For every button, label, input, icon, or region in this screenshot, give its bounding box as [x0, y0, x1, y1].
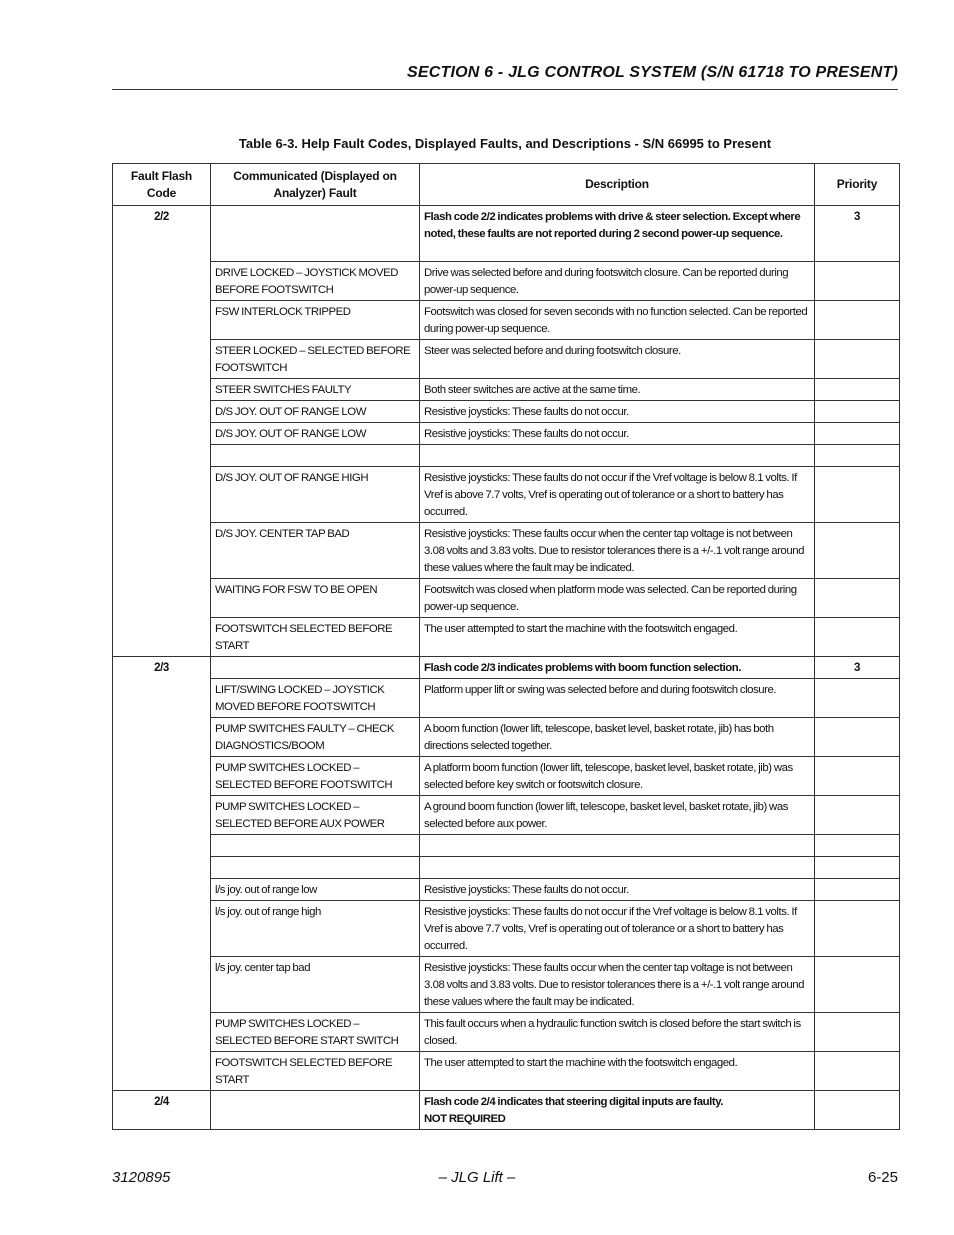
fault-name-cell — [211, 718, 420, 757]
fault-priority — [815, 796, 899, 799]
fault-description: The user attempted to start the machine with the footswitch engaged. — [424, 1057, 738, 1069]
fault-name — [211, 206, 419, 209]
fault-priority — [815, 423, 899, 426]
fault-name: D/S JOY. CENTER TAP BAD — [215, 528, 350, 540]
table-row — [113, 1052, 900, 1091]
fault-priority-cell — [815, 618, 900, 657]
fault-priority-cell — [815, 1091, 900, 1130]
fault-name-cell — [211, 618, 420, 657]
fault-name: DRIVE LOCKED – JOYSTICK MOVED BEFORE FOOTSWITCH — [215, 267, 399, 296]
fault-name: STEER SWITCHES FAULTY — [215, 384, 352, 396]
fault-name: l/s joy. out of range low — [215, 884, 317, 896]
fault-description-cell — [420, 379, 815, 401]
fault-description-cell — [420, 718, 815, 757]
fault-name — [211, 835, 419, 838]
fault-name: D/S JOY. OUT OF RANGE LOW — [215, 428, 367, 440]
table-row — [113, 957, 900, 1013]
fault-priority — [815, 757, 899, 760]
fault-name — [211, 445, 419, 448]
fault-name: FOOTSWITCH SELECTED BEFORE START — [215, 623, 393, 652]
fault-name: D/S JOY. OUT OF RANGE HIGH — [215, 472, 369, 484]
fault-priority-cell — [815, 957, 900, 1013]
fault-description: Resistive joysticks: These faults occur when the center tap voltage is not between 3.08 volts and 3.83 volts. Due to resistor tolerances there is a +/-.1 volt range around these values where the fault may be indicated. — [424, 528, 804, 574]
fault-description: Resistive joysticks: These faults occur when the center tap voltage is not between 3.08 volts and 3.83 volts. Due to resistor tolerances there is a +/-.1 volt range around these values where the fault may be indicated. — [424, 962, 804, 1008]
fault-name-cell — [211, 857, 420, 879]
fault-priority — [815, 1052, 899, 1055]
fault-name: LIFT/SWING LOCKED – JOYSTICK MOVED BEFORE FOOTSWITCH — [215, 684, 385, 713]
fault-description-cell — [420, 301, 815, 340]
fault-name: FSW INTERLOCK TRIPPED — [215, 306, 351, 318]
fault-name: PUMP SWITCHES LOCKED – SELECTED BEFORE FOOTSWITCH — [215, 762, 393, 791]
fault-name-cell — [211, 379, 420, 401]
fault-priority-cell — [815, 467, 900, 523]
fault-name-cell — [211, 579, 420, 618]
fault-description-cell — [420, 401, 815, 423]
fault-description-cell — [420, 796, 815, 835]
fault-priority-cell — [815, 657, 900, 679]
fault-priority — [815, 618, 899, 621]
fault-description: Flash code 2/2 indicates problems with drive & steer selection. Except where noted, these faults are not reported during 2 second power-up sequence. — [424, 211, 801, 240]
fault-priority — [815, 467, 899, 470]
fault-name-cell — [211, 401, 420, 423]
fault-description-cell — [420, 445, 815, 467]
fault-description-cell — [420, 262, 815, 301]
fault-priority-cell — [815, 445, 900, 467]
fault-description: Footswitch was closed for seven seconds with no function selected. Can be reported during power-up sequence. — [424, 306, 808, 335]
fault-flash-code-cell — [113, 657, 211, 1091]
column-header-code: Fault Flash Code — [113, 164, 211, 206]
table-row — [113, 579, 900, 618]
fault-name — [211, 857, 419, 860]
document-number: 3120895 — [112, 1169, 171, 1186]
table-body — [113, 206, 900, 1130]
fault-priority — [815, 835, 899, 838]
fault-description: Drive was selected before and during footswitch closure. Can be reported during power-up sequence. — [424, 267, 789, 296]
table-row — [113, 523, 900, 579]
table-row — [113, 718, 900, 757]
fault-priority: 3 — [854, 662, 860, 674]
table-row — [113, 796, 900, 835]
fault-name-cell — [211, 1052, 420, 1091]
fault-description-cell — [420, 340, 815, 379]
fault-flash-code-cell — [113, 206, 211, 657]
fault-description-cell — [420, 467, 815, 523]
fault-priority-cell — [815, 757, 900, 796]
fault-description-cell — [420, 957, 815, 1013]
fault-priority — [815, 379, 899, 382]
fault-flash-code: 2/2 — [154, 211, 169, 223]
table-row — [113, 445, 900, 467]
fault-name: STEER LOCKED – SELECTED BEFORE FOOTSWITCH — [215, 345, 411, 374]
fault-priority-cell — [815, 206, 900, 262]
fault-priority — [815, 1091, 899, 1094]
fault-name: FOOTSWITCH SELECTED BEFORE START — [215, 1057, 393, 1086]
fault-name: l/s joy. center tap bad — [215, 962, 311, 974]
fault-description-cell — [420, 618, 815, 657]
fault-name-cell — [211, 1013, 420, 1052]
fault-description: Flash code 2/4 indicates that steering digital inputs are faulty. NOT REQUIRED — [424, 1096, 723, 1125]
fault-name-cell — [211, 796, 420, 835]
fault-name-cell — [211, 901, 420, 957]
fault-priority — [815, 857, 899, 860]
fault-priority — [815, 301, 899, 304]
fault-description-cell — [420, 901, 815, 957]
fault-name: PUMP SWITCHES LOCKED – SELECTED BEFORE START SWITCH — [215, 1018, 399, 1047]
fault-description: Platform upper lift or swing was selected before and during footswitch closure. — [424, 684, 777, 696]
table-row — [113, 657, 900, 679]
fault-name: D/S JOY. OUT OF RANGE LOW — [215, 406, 367, 418]
table-row — [113, 835, 900, 857]
fault-name — [211, 1091, 419, 1094]
table-row — [113, 901, 900, 957]
fault-name-cell — [211, 423, 420, 445]
fault-name: l/s joy. out of range high — [215, 906, 321, 918]
fault-priority-cell — [815, 679, 900, 718]
fault-description: This fault occurs when a hydraulic function switch is closed before the start switch is closed. — [424, 1018, 801, 1047]
fault-priority-cell — [815, 718, 900, 757]
fault-name — [211, 657, 419, 660]
fault-description: Resistive joysticks: These faults do not occur. — [424, 406, 629, 418]
fault-priority-cell — [815, 523, 900, 579]
fault-priority-cell — [815, 1013, 900, 1052]
fault-description: Both steer switches are active at the same time. — [424, 384, 641, 396]
column-header-description: Description — [420, 164, 815, 206]
fault-priority — [815, 401, 899, 404]
table-row — [113, 1091, 900, 1130]
fault-flash-code: 2/3 — [154, 662, 169, 674]
fault-description-cell — [420, 423, 815, 445]
fault-name-cell — [211, 206, 420, 262]
fault-description-cell — [420, 206, 815, 262]
fault-name-cell — [211, 301, 420, 340]
fault-priority-cell — [815, 1052, 900, 1091]
fault-description — [420, 835, 814, 838]
fault-priority — [815, 679, 899, 682]
fault-description: Resistive joysticks: These faults do not occur if the Vref voltage is below 8.1 volts. If Vref is above 7.7 volts, Vref is operating out of tolerance or a short to battery has occurred. — [424, 906, 797, 952]
table-row — [113, 423, 900, 445]
table-row — [113, 879, 900, 901]
fault-name-cell — [211, 657, 420, 679]
footer-publisher: – JLG Lift – — [438, 1169, 516, 1186]
fault-priority — [815, 1013, 899, 1016]
fault-description-cell — [420, 523, 815, 579]
fault-description: A ground boom function (lower lift, telescope, basket level, basket rotate, jib) was selected before aux power. — [424, 801, 788, 830]
fault-description-cell — [420, 657, 815, 679]
fault-description: Resistive joysticks: These faults do not occur. — [424, 884, 629, 896]
fault-description-cell — [420, 857, 815, 879]
fault-priority — [815, 957, 899, 960]
fault-name: WAITING FOR FSW TO BE OPEN — [215, 584, 378, 596]
header-divider — [112, 89, 898, 90]
fault-description: Flash code 2/3 indicates problems with boom function selection. — [424, 662, 742, 674]
fault-priority-cell — [815, 423, 900, 445]
fault-description-cell — [420, 835, 815, 857]
page-number: 6-25 — [867, 1169, 898, 1186]
fault-priority-cell — [815, 262, 900, 301]
fault-name-cell — [211, 467, 420, 523]
table-row — [113, 340, 900, 379]
fault-name: PUMP SWITCHES LOCKED – SELECTED BEFORE AUX POWER — [215, 801, 385, 830]
table-row — [113, 206, 900, 262]
fault-name-cell — [211, 262, 420, 301]
fault-priority — [815, 340, 899, 343]
fault-name-cell — [211, 679, 420, 718]
fault-name-cell — [211, 835, 420, 857]
fault-priority-cell — [815, 879, 900, 901]
fault-priority-cell — [815, 857, 900, 879]
fault-description: Resistive joysticks: These faults do not occur if the Vref voltage is below 8.1 volts. If Vref is above 7.7 volts, Vref is operating out of tolerance or a short to battery has occurred. — [424, 472, 797, 518]
fault-name-cell — [211, 957, 420, 1013]
fault-priority — [815, 445, 899, 448]
fault-priority — [815, 579, 899, 582]
fault-description-cell — [420, 1052, 815, 1091]
table-row — [113, 301, 900, 340]
fault-description-cell — [420, 757, 815, 796]
fault-description-cell — [420, 1013, 815, 1052]
table-title: Table 6-3. Help Fault Codes, Displayed Faults, and Descriptions - S/N 66995 to Present — [238, 136, 772, 151]
fault-name-cell — [211, 1091, 420, 1130]
fault-name-cell — [211, 879, 420, 901]
fault-priority-cell — [815, 579, 900, 618]
column-header-priority: Priority — [815, 164, 900, 206]
fault-name: PUMP SWITCHES FAULTY – CHECK DIAGNOSTICS/BOOM — [215, 723, 395, 752]
fault-description: Footswitch was closed when platform mode was selected. Can be reported during power-up sequence. — [424, 584, 797, 613]
table-row — [113, 618, 900, 657]
fault-priority-cell — [815, 796, 900, 835]
fault-priority: 3 — [854, 211, 860, 223]
fault-description: Resistive joysticks: These faults do not occur. — [424, 428, 629, 440]
column-header-fault: Communicated (Displayed on Analyzer) Fault — [211, 164, 420, 206]
fault-priority — [815, 879, 899, 882]
fault-priority — [815, 718, 899, 721]
fault-description-cell — [420, 579, 815, 618]
fault-description: The user attempted to start the machine with the footswitch engaged. — [424, 623, 738, 635]
table-header-row — [113, 164, 900, 206]
fault-name-cell — [211, 445, 420, 467]
fault-priority-cell — [815, 835, 900, 857]
fault-priority-cell — [815, 379, 900, 401]
fault-priority-cell — [815, 901, 900, 957]
fault-description — [420, 445, 814, 448]
fault-priority-cell — [815, 340, 900, 379]
table-row — [113, 857, 900, 879]
fault-codes-table — [112, 163, 900, 1130]
fault-priority — [815, 523, 899, 526]
fault-description-cell — [420, 679, 815, 718]
fault-priority — [815, 901, 899, 904]
fault-priority — [815, 262, 899, 265]
table-row — [113, 379, 900, 401]
table-row — [113, 1013, 900, 1052]
section-header: SECTION 6 - JLG CONTROL SYSTEM (S/N 61718 TO PRESENT) — [407, 64, 898, 81]
fault-flash-code: 2/4 — [154, 1096, 169, 1108]
table-row — [113, 401, 900, 423]
fault-description: A boom function (lower lift, telescope, basket level, basket rotate, jib) has both directions selected together. — [424, 723, 774, 752]
table-row — [113, 757, 900, 796]
fault-description-cell — [420, 879, 815, 901]
fault-description-cell — [420, 1091, 815, 1130]
fault-name-cell — [211, 757, 420, 796]
fault-description — [420, 857, 814, 860]
fault-flash-code-cell — [113, 1091, 211, 1130]
fault-name-cell — [211, 340, 420, 379]
fault-priority-cell — [815, 401, 900, 423]
table-row — [113, 679, 900, 718]
table-row — [113, 262, 900, 301]
table-row — [113, 467, 900, 523]
fault-description: Steer was selected before and during footswitch closure. — [424, 345, 681, 357]
fault-description: A platform boom function (lower lift, telescope, basket level, basket rotate, jib) was selected before key switch or footswitch closure. — [424, 762, 793, 791]
fault-priority-cell — [815, 301, 900, 340]
fault-name-cell — [211, 523, 420, 579]
